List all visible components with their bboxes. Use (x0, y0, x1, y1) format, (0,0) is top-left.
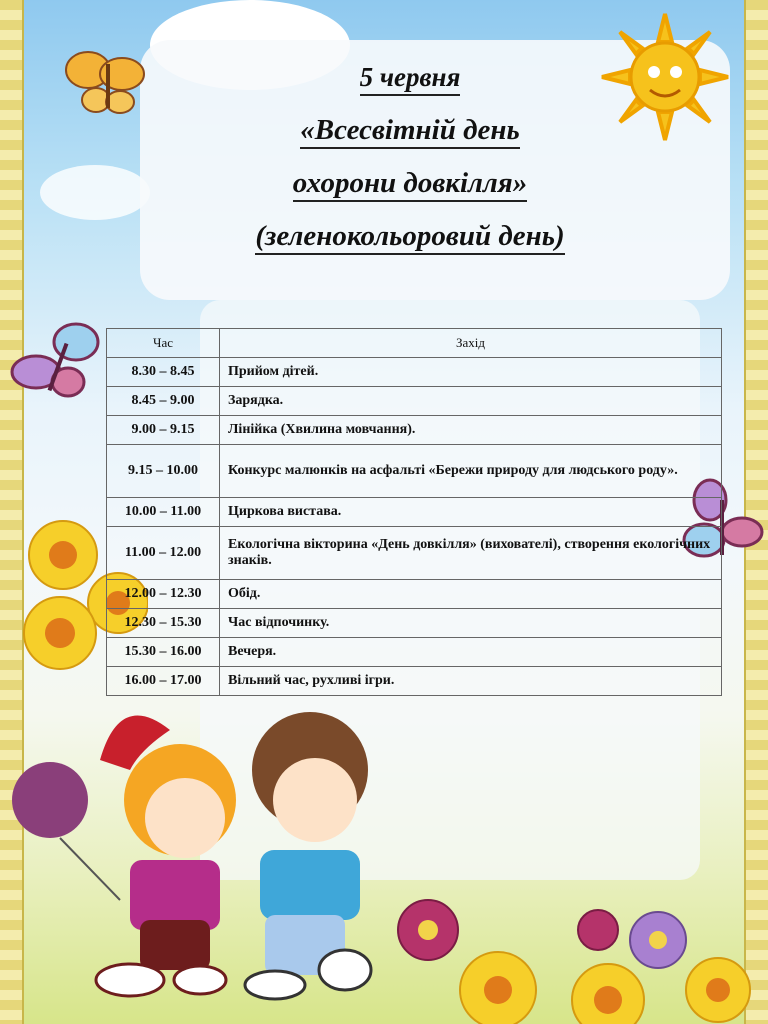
title-line-3: охорони довкілля» (293, 166, 527, 202)
schedule-table (106, 328, 722, 696)
row-time: 10.00 – 11.00 (107, 498, 220, 527)
table-row (107, 609, 722, 638)
row-time: 8.45 – 9.00 (107, 387, 220, 416)
title-date: 5 червня (360, 60, 461, 96)
flower-icon (388, 890, 768, 1024)
row-time: 9.00 – 9.15 (107, 416, 220, 445)
table-row (107, 638, 722, 667)
row-event: Вільний час, рухливі ігри. (220, 667, 722, 696)
row-time: 12.00 – 12.30 (107, 580, 220, 609)
table-row (107, 527, 722, 580)
table-row (107, 580, 722, 609)
row-event: Циркова вистава. (220, 498, 722, 527)
table-row (107, 498, 722, 527)
column-header-time: Час (107, 329, 220, 358)
row-time: 9.15 – 10.00 (107, 445, 220, 498)
row-event: Лінійка (Хвилина мовчання). (220, 416, 722, 445)
row-time: 16.00 – 17.00 (107, 667, 220, 696)
table-row (107, 358, 722, 387)
table-header-row (107, 329, 722, 358)
children-illustration (10, 690, 390, 1010)
column-header-event: Захід (220, 329, 722, 358)
row-time: 12.30 – 15.30 (107, 609, 220, 638)
butterfly-icon (62, 40, 148, 120)
table-row (107, 387, 722, 416)
row-time: 8.30 – 8.45 (107, 358, 220, 387)
row-event: Час відпочинку. (220, 609, 722, 638)
butterfly-icon (6, 312, 106, 407)
row-event: Прийом дітей. (220, 358, 722, 387)
title-line-2: «Всесвітній день (300, 113, 519, 149)
row-event: Зарядка. (220, 387, 722, 416)
title-line-4: (зеленокольоровий день) (255, 219, 564, 255)
row-event: Вечеря. (220, 638, 722, 667)
table-row (107, 416, 722, 445)
row-event: Конкурс малюнків на асфальті «Бережи природу для людського роду». (220, 445, 722, 498)
poster-title (150, 60, 670, 272)
table-row (107, 445, 722, 498)
row-event: Обід. (220, 580, 722, 609)
cloud-icon (40, 165, 150, 220)
table-row (107, 667, 722, 696)
row-event: Екологічна вікторина «День довкілля» (вихователі), створення екологічних знаків. (220, 527, 722, 580)
row-time: 11.00 – 12.00 (107, 527, 220, 580)
row-time: 15.30 – 16.00 (107, 638, 220, 667)
